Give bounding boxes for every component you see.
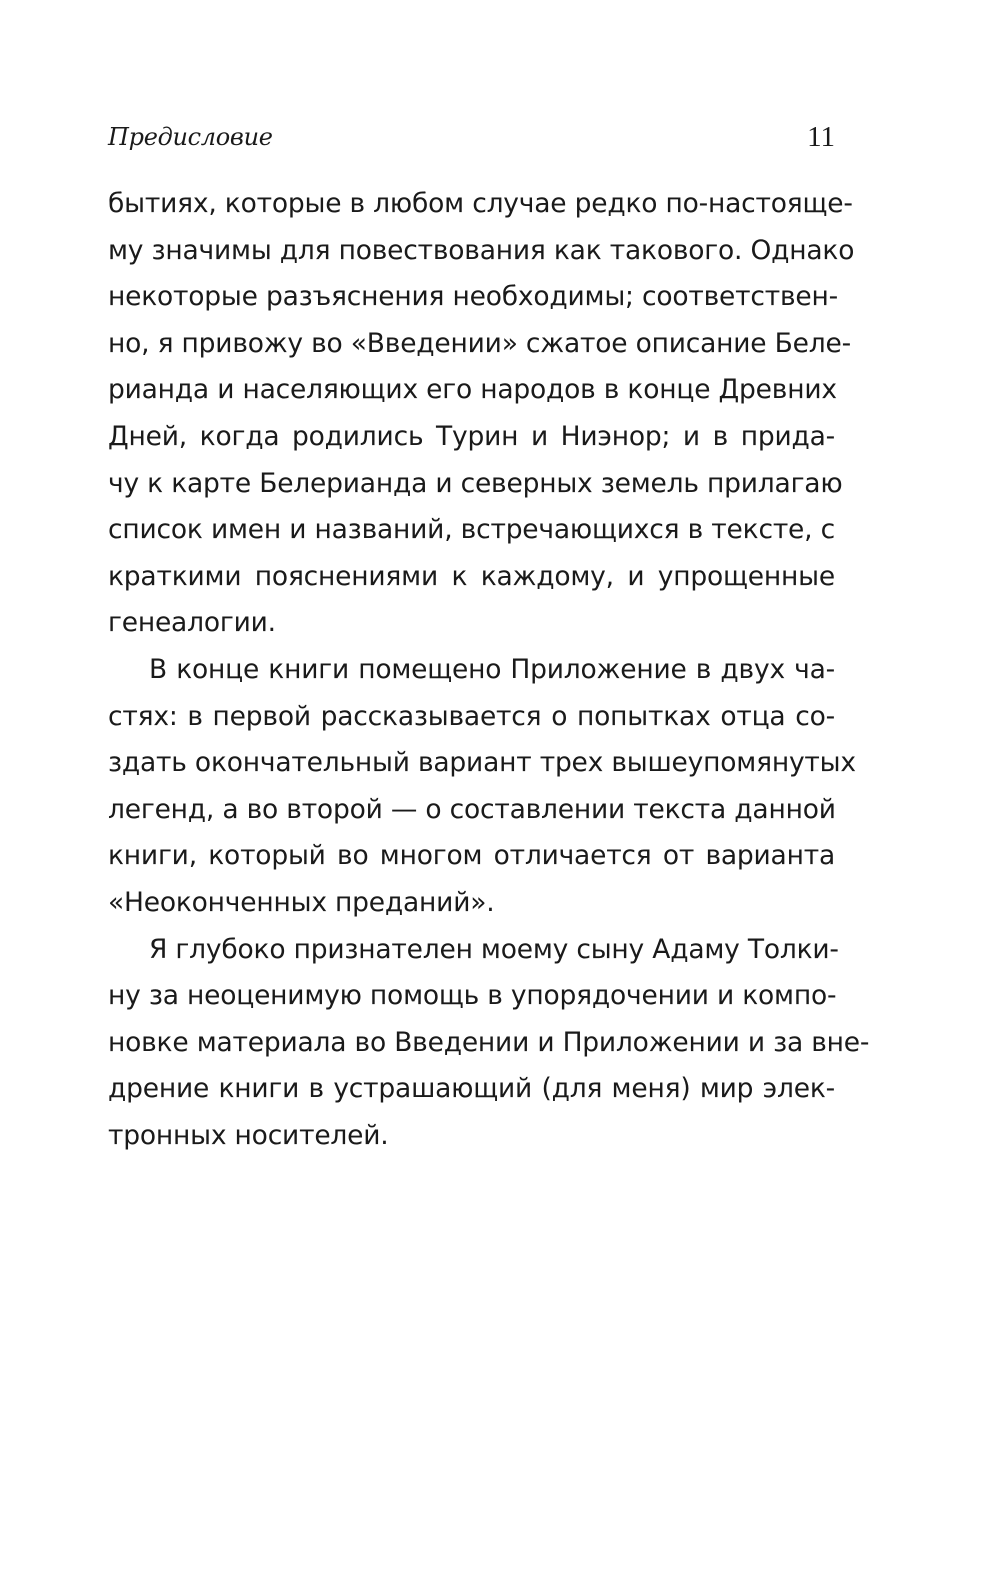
running-title: Предисловие [108, 123, 273, 151]
text-line: но, я привожу во «Введении» сжатое описание Беле- [108, 327, 851, 359]
text-line: новке материала во Введении и Приложении и за вне- [108, 1026, 870, 1058]
text-line: чу к карте Белерианда и северных земель прилагаю [108, 467, 843, 499]
text-line: рианда и населяющих его народов в конце Древних [108, 374, 837, 406]
running-head [108, 117, 835, 157]
text-line: генеалогии. [108, 607, 276, 639]
text-line: книги, который во многом отличается от варианта [108, 840, 835, 872]
text-line: стях: в первой рассказывается о попытках отца со- [108, 700, 835, 732]
page-number: 11 [807, 121, 835, 153]
text-line: здать окончательный вариант трех вышеупомянутых [108, 747, 856, 779]
text-line: дрение книги в устрашающий (для меня) мир элек- [108, 1073, 835, 1105]
text-line: Я глубоко признателен моему сыну Адаму Толки- [149, 933, 839, 965]
text-line: бытиях, которые в любом случае редко по-настояще- [108, 188, 853, 219]
text-line: ну за неоценимую помощь в упорядочении и компо- [108, 980, 837, 1012]
text-line: краткими пояснениями к каждому, и упрощенные [108, 560, 835, 592]
text-line: список имен и названий, встречающихся в тексте, с [108, 514, 835, 546]
text-line: тронных носителей. [108, 1119, 389, 1151]
text-line: му значимы для повествования как такового. Однако [108, 234, 855, 266]
text-line: В конце книги помещено Приложение в двух ча- [149, 653, 835, 685]
text-line: «Неоконченных преданий». [108, 886, 495, 918]
text-line: легенд, а во второй — о составлении текста данной [108, 793, 836, 825]
body-text [108, 181, 870, 1159]
text-line: Дней, когда родились Турин и Ниэнор; и в прида- [108, 420, 835, 452]
text-line: некоторые разъяснения необходимы; соответствен- [108, 281, 838, 313]
